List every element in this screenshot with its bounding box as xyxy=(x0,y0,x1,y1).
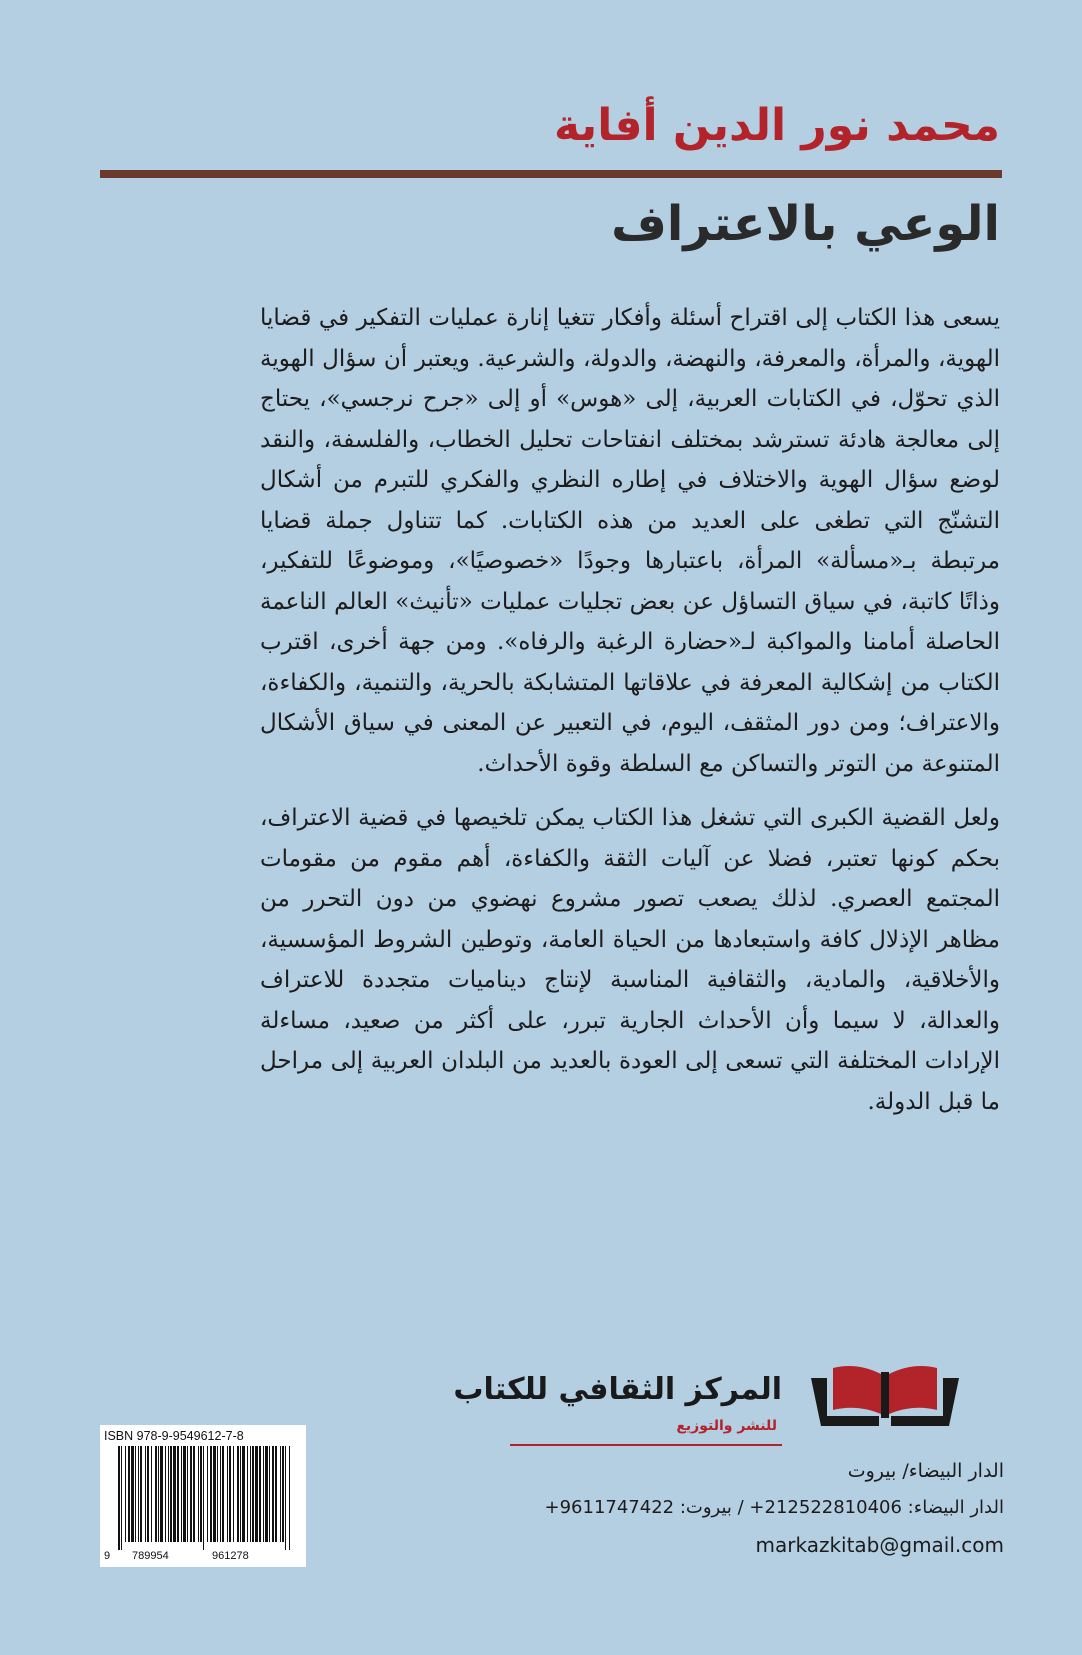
barcode-digits-left: 789954 xyxy=(132,1550,169,1562)
barcode-digits-right: 961278 xyxy=(212,1550,249,1562)
author-name: محمد نور الدين أفاية xyxy=(553,100,1000,151)
open-book-icon xyxy=(805,1360,965,1440)
publisher-subtitle: للنشر والتوزيع xyxy=(676,1418,777,1434)
publisher-phones: الدار البيضاء: 212522810406+ / بيروت: 9611747422+ xyxy=(544,1497,1004,1518)
blurb xyxy=(260,298,1000,1122)
book-title: الوعي بالاعتراف xyxy=(611,196,1000,252)
isbn-barcode xyxy=(100,1425,306,1567)
blurb-paragraph-1: يسعى هذا الكتاب إلى اقتراح أسئلة وأفكار تتغيا إنارة عمليات التفكير في قضايا الهوية، والمرأة، والمعرفة، والنهضة، والدولة، والشرعية. ويعتبر أن سؤال الهوية الذي تحوّل، في الكتابات العربية، إلى «هوس» أو إلى «جرح نرجسي»، يحتاج إلى معالجة هادئة تسترشد بمختلف انفتاحات تحليل الخطاب، والفلسفة، والنقد لوضع سؤال الهوية والاختلاف في إطاره النظري والفكري للتبرم من أشكال التشنّج التي تطغى على العديد من هذه الكتابات. كما تتناول جملة قضايا مرتبطة بـ«مسألة» المرأة، باعتبارها وجودًا «خصوصيًا»، وموضوعًا للتفكير، وذاتًا كاتبة، في سياق التساؤل عن بعض تجليات عمليات «تأنيث» العالم الناعمة الحاصلة أمامنا والمواكبة لـ«حضارة الرغبة والرفاه». ومن جهة أخرى، اقترب الكتاب من إشكالية المعرفة في علاقاتها المتشابكة بالحرية، والتنمية، والكفاءة، والاعتراف؛ ومن دور المثقف، اليوم، في التعبير عن المعنى في سياق الأشكال المتنوعة من التوتر والتساكن مع السلطة وقوة الأحداث. xyxy=(260,305,1000,777)
publisher-name: المركز الثقافي للكتاب xyxy=(453,1372,782,1407)
isbn-number: ISBN 978-9-9549612-7-8 xyxy=(104,1429,244,1443)
title-divider xyxy=(100,170,1002,178)
barcode-digit-lead: 9 xyxy=(104,1550,111,1562)
publisher-underline xyxy=(510,1444,782,1446)
publisher-email: markazkitab@gmail.com xyxy=(755,1533,1004,1557)
blurb-paragraph-2: ولعل القضية الكبرى التي تشغل هذا الكتاب يمكن تلخيصها في قضية الاعتراف، بحكم كونها تعتبر، فضلا عن آليات الثقة والكفاءة، أهم مقوم من مقومات المجتمع العصري. لذلك يصعب تصور مشروع نهضوي من دون التحرر من مظاهر الإذلال كافة واستبعادها من الحياة العامة، وتوطين الشروط المؤسسية، والأخلاقية، والمادية، والثقافية المناسبة لإنتاج ديناميات متجددة للاعتراف والعدالة، لا سيما وأن الأحداث الجارية تبرر، على أكثر من صعيد، مساءلة الإرادات المختلفة التي تسعى إلى العودة بالعديد من البلدان العربية إلى مراحل ما قبل الدولة. xyxy=(260,805,1000,1115)
publisher-city: الدار البيضاء/ بيروت xyxy=(847,1460,1004,1482)
barcode-bars-icon xyxy=(104,1446,302,1550)
